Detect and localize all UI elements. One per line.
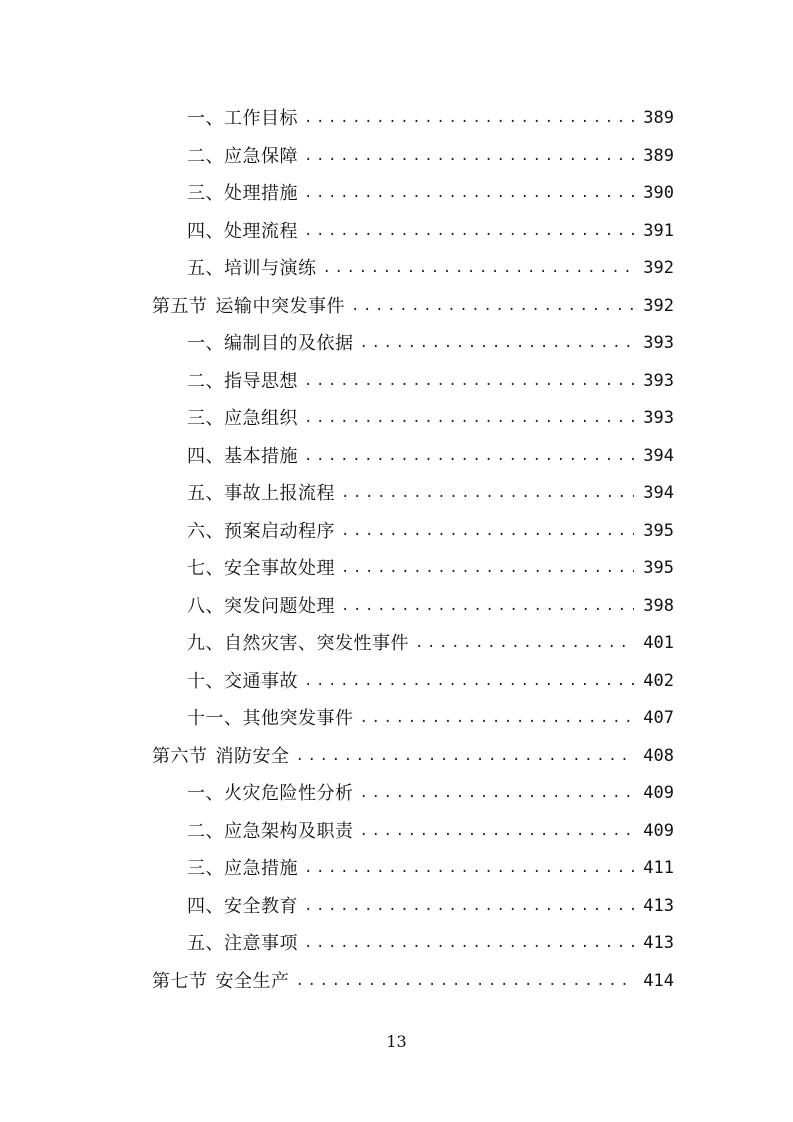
toc-entry-title: 二、应急保障 [187, 145, 298, 167]
toc-entry[interactable] [187, 475, 674, 513]
toc-entry-title: 五、培训与演练 [187, 258, 317, 279]
toc-entry-title: 三、应急措施 [187, 858, 298, 879]
toc-page-number: 409 [643, 820, 674, 841]
toc-section-heading [152, 288, 345, 326]
toc-page-number: 407 [643, 708, 674, 728]
toc-page-number: 389 [643, 145, 674, 166]
toc-leader-dots [341, 475, 634, 513]
toc-page-number: 394 [643, 445, 674, 466]
toc-entry-title: 九、自然灾害、突发性事件 [187, 633, 409, 654]
toc-page-number: 389 [643, 108, 674, 128]
toc-leader-dots [323, 250, 635, 288]
toc-leader-dots [304, 363, 634, 401]
toc-entry[interactable] [187, 700, 674, 738]
toc-entry[interactable] [187, 213, 674, 251]
toc-leader-dots [341, 550, 634, 588]
toc-leader-dots [360, 325, 635, 363]
toc-entry-title: 四、基本措施 [187, 445, 298, 467]
toc-entry[interactable] [187, 138, 674, 176]
toc-entry[interactable] [187, 775, 674, 813]
toc-page-number: 392 [643, 258, 674, 278]
toc-leader-dots [304, 213, 634, 251]
toc-section-title: 安全生产 [215, 970, 290, 992]
toc-page-number: 413 [643, 895, 674, 916]
toc-entry[interactable] [187, 438, 674, 476]
toc-page-number: 398 [643, 595, 674, 616]
toc-leader-dots [296, 963, 635, 1001]
toc-section-title: 消防安全 [215, 745, 290, 767]
toc-entry[interactable] [187, 663, 674, 701]
toc-page-number: 414 [643, 970, 674, 991]
toc-leader-dots [360, 700, 635, 738]
toc-page-number: 402 [643, 670, 674, 691]
toc-entry-title: 一、编制目的及依据 [187, 333, 354, 354]
toc-page-number: 413 [643, 933, 674, 953]
toc-leader-dots [304, 925, 634, 963]
toc-entry[interactable] [187, 325, 674, 363]
toc-entry[interactable] [187, 813, 674, 851]
toc-entry[interactable] [187, 363, 674, 401]
toc-page-number: 394 [643, 483, 674, 503]
toc-entry-title: 八、突发问题处理 [187, 595, 335, 617]
toc-entry-title: 七、安全事故处理 [187, 558, 335, 579]
toc-page-number: 395 [643, 520, 674, 541]
toc-entry[interactable] [187, 550, 674, 588]
toc-entry[interactable] [187, 850, 674, 888]
toc-section-number: 第七节 [152, 970, 208, 992]
toc-leader-dots [351, 288, 634, 326]
toc-section-entry[interactable] [152, 738, 674, 776]
toc-entry[interactable] [187, 400, 674, 438]
toc-page-number: 393 [643, 370, 674, 391]
toc-page-number: 390 [643, 183, 674, 203]
toc-leader-dots [415, 625, 634, 663]
toc-page-number: 393 [643, 408, 674, 428]
toc-page-number: 409 [643, 783, 674, 803]
toc-leader-dots [304, 663, 634, 701]
toc-leader-dots [341, 513, 634, 551]
toc-section-heading [152, 738, 290, 776]
toc-entry-title: 四、处理流程 [187, 220, 298, 242]
toc-entry[interactable] [187, 888, 674, 926]
toc-entry[interactable] [187, 625, 674, 663]
toc-leader-dots [304, 850, 634, 888]
toc-entry-title: 四、安全教育 [187, 895, 298, 917]
toc-leader-dots [304, 438, 634, 476]
toc-leader-dots [304, 175, 634, 213]
toc-entry[interactable] [187, 175, 674, 213]
toc-section-number: 第六节 [152, 745, 208, 767]
toc-page-number: 393 [643, 333, 674, 353]
toc-leader-dots [304, 138, 634, 176]
toc-leader-dots [304, 100, 634, 138]
page-footer-number: 13 [386, 1032, 407, 1051]
toc-entry-title: 六、预案启动程序 [187, 520, 335, 542]
toc-leader-dots [296, 738, 635, 776]
toc-leader-dots [360, 775, 635, 813]
toc-entry[interactable] [187, 100, 674, 138]
toc-page-number: 392 [643, 295, 674, 316]
toc-entry-title: 三、应急组织 [187, 408, 298, 429]
toc-page-number: 391 [643, 220, 674, 241]
toc-entry[interactable] [187, 250, 674, 288]
toc-entry-title: 二、指导思想 [187, 370, 298, 392]
toc-entry-title: 十、交通事故 [187, 670, 298, 692]
toc-leader-dots [360, 813, 635, 851]
toc-entry[interactable] [187, 513, 674, 551]
toc-section-number: 第五节 [152, 295, 208, 317]
toc-page-number: 401 [643, 633, 674, 653]
toc-page-number: 411 [643, 858, 674, 878]
toc-entry-title: 五、注意事项 [187, 933, 298, 954]
toc-entry-title: 一、工作目标 [187, 108, 298, 129]
toc-entry-title: 十一、其他突发事件 [187, 708, 354, 729]
toc-entry-title: 三、处理措施 [187, 183, 298, 204]
toc-leader-dots [341, 588, 634, 626]
toc-leader-dots [304, 400, 634, 438]
toc-entry[interactable] [187, 925, 674, 963]
toc-section-title: 运输中突发事件 [215, 295, 345, 317]
toc-page-number: 408 [643, 745, 674, 766]
toc-section-entry[interactable] [152, 963, 674, 1001]
toc-entry-title: 一、火灾危险性分析 [187, 783, 354, 804]
toc-entry[interactable] [187, 588, 674, 626]
toc-section-heading [152, 963, 290, 1001]
toc-section-entry[interactable] [152, 288, 674, 326]
toc-entry-title: 二、应急架构及职责 [187, 820, 354, 842]
toc-entry-title: 五、事故上报流程 [187, 483, 335, 504]
toc-leader-dots [304, 888, 634, 926]
toc-page-number: 395 [643, 558, 674, 578]
